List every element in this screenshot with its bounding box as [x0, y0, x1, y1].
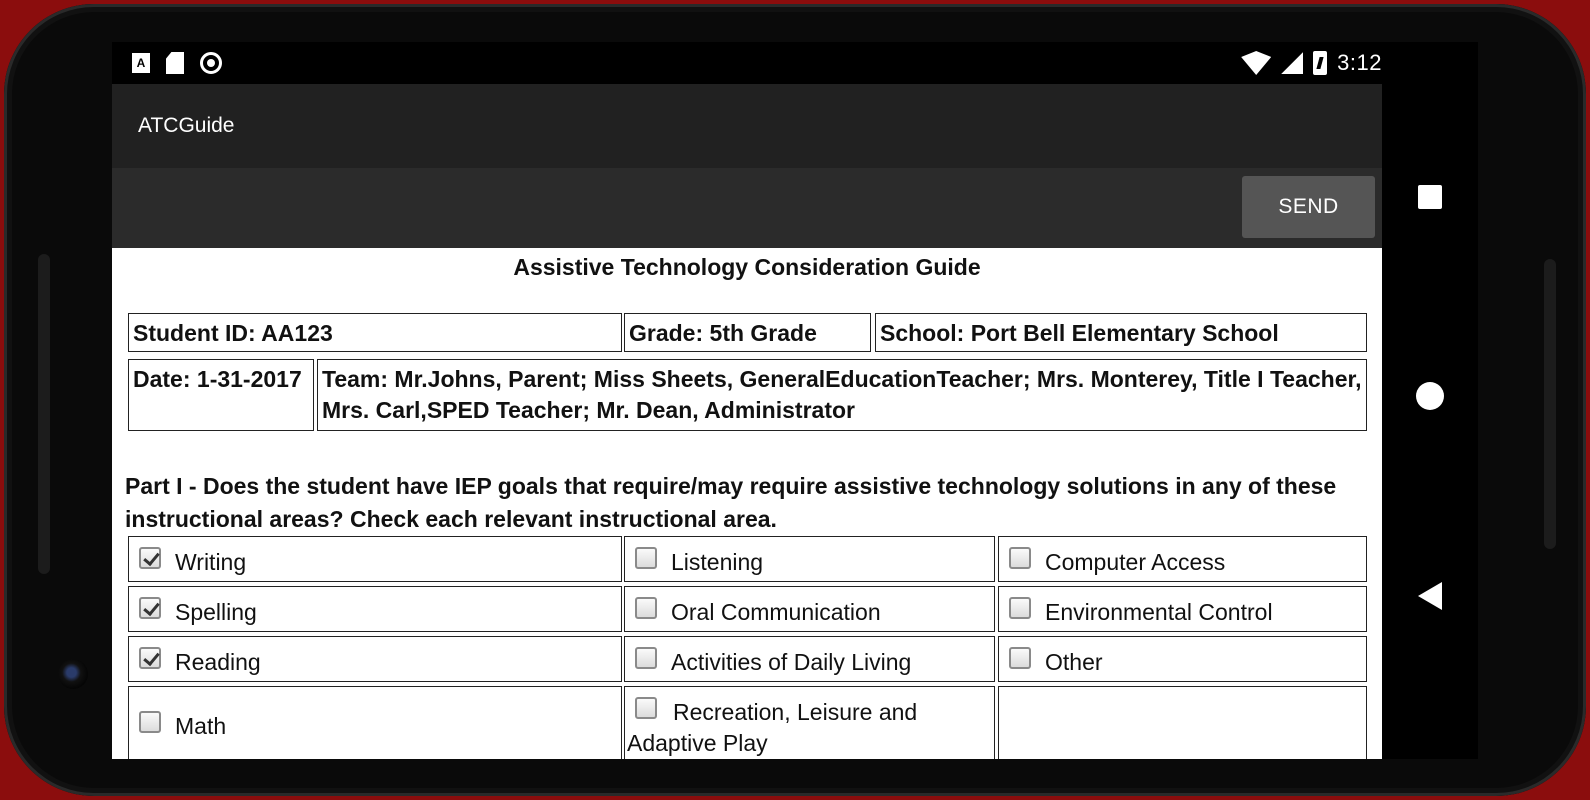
side-button-left	[38, 254, 50, 574]
area-cell-computer-access	[998, 536, 1367, 582]
back-triangle-icon[interactable]	[1418, 582, 1442, 610]
status-bar	[112, 42, 1382, 84]
grade-field: Grade: 5th Grade	[624, 313, 871, 352]
area-label: Computer Access	[1045, 549, 1226, 575]
checkbox-computer-access[interactable]	[1009, 547, 1031, 569]
action-toolbar	[112, 168, 1382, 248]
date-field: Date: 1-31-2017	[128, 359, 314, 431]
checkbox-spelling[interactable]	[139, 597, 161, 619]
checkbox-reading[interactable]	[139, 647, 161, 669]
area-cell-reading	[128, 636, 622, 682]
area-label: Spelling	[175, 599, 257, 625]
area-cell-writing	[128, 536, 622, 582]
area-label: Activities of Daily Living	[671, 649, 912, 675]
navigation-bar	[1382, 42, 1478, 759]
battery-charging-icon	[1313, 51, 1327, 75]
checkbox-recreation[interactable]	[635, 697, 657, 719]
area-cell-spelling	[128, 586, 622, 632]
checkbox-listening[interactable]	[635, 547, 657, 569]
area-label: Oral Communication	[671, 599, 881, 625]
area-label: Recreation, Leisure and Adaptive Play	[627, 699, 918, 756]
record-icon	[200, 52, 222, 74]
area-cell-empty	[998, 686, 1367, 759]
area-cell-activities-daily-living	[624, 636, 995, 682]
home-circle-icon[interactable]	[1416, 382, 1444, 410]
area-cell-recreation	[624, 686, 995, 759]
checkbox-environmental-control[interactable]	[1009, 597, 1031, 619]
document-webview[interactable]	[112, 248, 1382, 759]
team-field: Team: Mr.Johns, Parent; Miss Sheets, GeneralEducationTeacher; Mrs. Monterey, Title I Teacher, Mrs. Carl,SPED Teacher; Mr. Dean, Administrator	[317, 359, 1367, 431]
checkbox-activities-daily-living[interactable]	[635, 647, 657, 669]
wifi-icon	[1241, 51, 1271, 75]
side-button-right	[1544, 259, 1556, 549]
area-label: Reading	[175, 649, 261, 675]
area-cell-other	[998, 636, 1367, 682]
area-cell-listening	[624, 536, 995, 582]
area-label: Math	[175, 713, 227, 739]
checkbox-writing[interactable]	[139, 547, 161, 569]
checkbox-oral-communication[interactable]	[635, 597, 657, 619]
area-label: Environmental Control	[1045, 599, 1273, 625]
app-bar	[112, 84, 1382, 168]
area-label: Writing	[175, 549, 247, 575]
signal-icon	[1281, 52, 1303, 74]
area-label: Listening	[671, 549, 764, 575]
front-camera	[58, 659, 88, 689]
checkbox-other[interactable]	[1009, 647, 1031, 669]
student-id-field: Student ID: AA123	[128, 313, 622, 352]
status-clock: 3:12	[1337, 50, 1382, 75]
device-screen	[112, 42, 1478, 759]
recents-square-icon[interactable]	[1418, 185, 1442, 209]
document-title: Assistive Technology Consideration Guide	[513, 254, 981, 280]
sd-card-icon	[166, 52, 184, 74]
a-notification-icon: A	[132, 53, 150, 73]
send-button[interactable]: SEND	[1242, 176, 1375, 238]
school-field: School: Port Bell Elementary School	[875, 313, 1367, 352]
area-label: Other	[1045, 649, 1103, 675]
app-title: ATCGuide	[138, 114, 235, 137]
area-cell-environmental-control	[998, 586, 1367, 632]
area-cell-math	[128, 686, 622, 759]
part1-question: Part I - Does the student have IEP goals that require/may require assistive technology solutions in any of these instructional areas? Check each relevant instructional area.	[125, 473, 1337, 532]
checkbox-math[interactable]	[139, 711, 161, 733]
area-cell-oral-communication	[624, 586, 995, 632]
